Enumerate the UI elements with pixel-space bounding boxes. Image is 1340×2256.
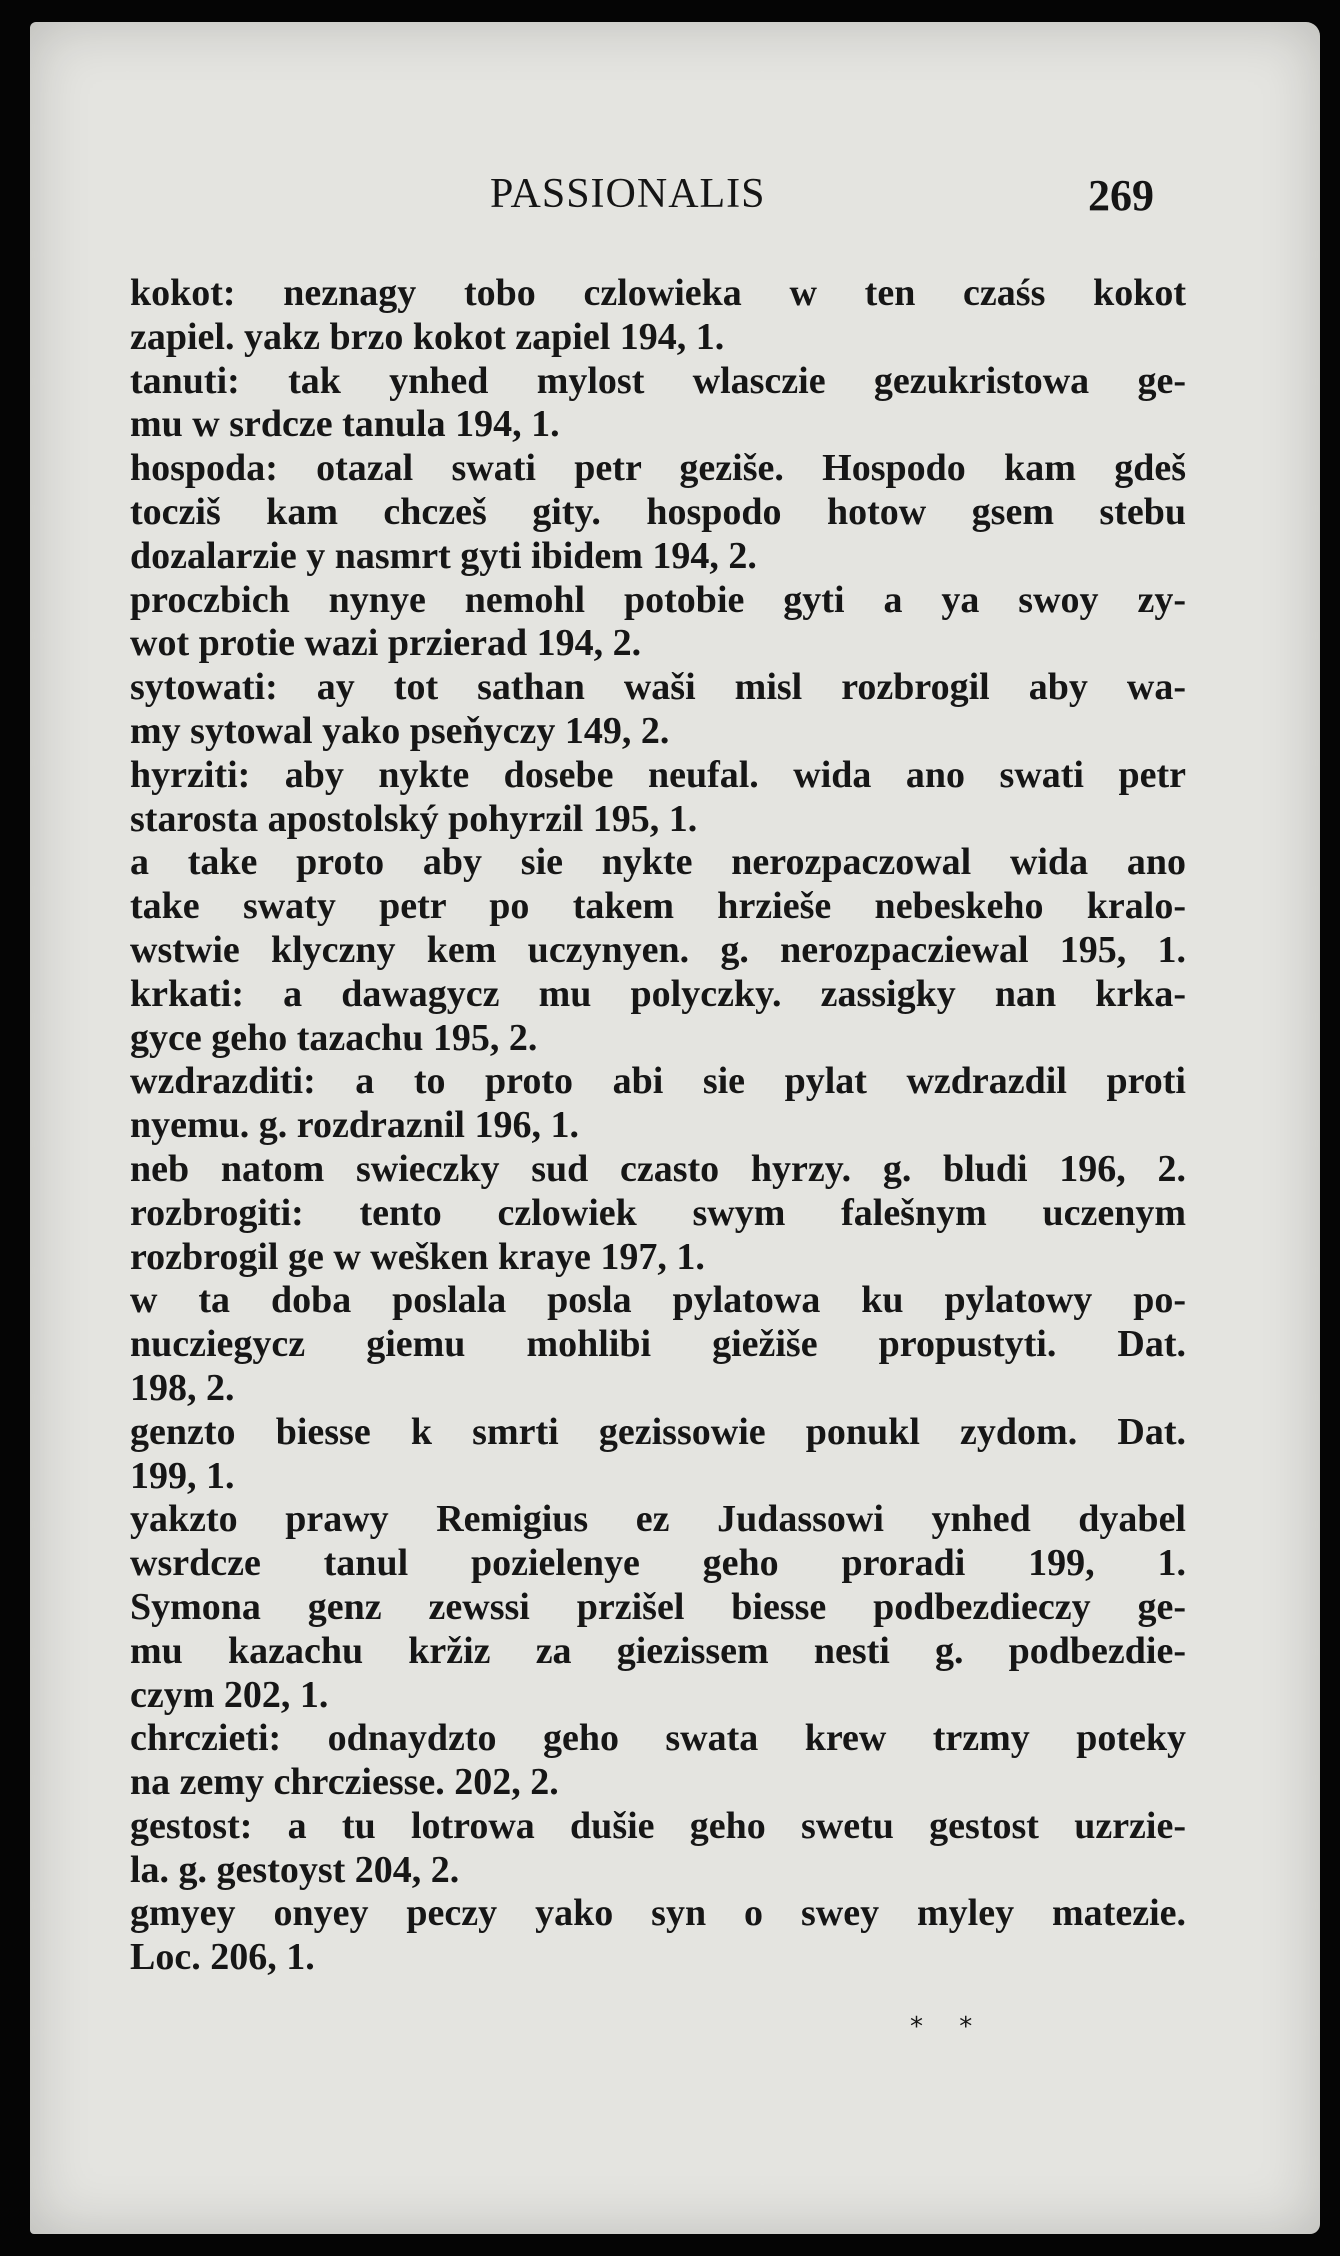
text-line: wot protie wazi przierad 194, 2. bbox=[130, 622, 642, 665]
text-line: rozbrogiti: tento czlowiek swym falešnym uczenym bbox=[130, 1191, 1186, 1234]
text-line: czym 202, 1. bbox=[130, 1673, 329, 1716]
text-line: w ta doba poslala posla pylatowa ku pylatowy po- bbox=[130, 1279, 1186, 1322]
text-line: kokot: neznagy tobo czlowieka w ten czaśs kokot bbox=[130, 272, 1186, 314]
text-line: starosta apostolský pohyrzil 195, 1. bbox=[130, 797, 698, 840]
text-line: wzdrazditi: a to proto abi sie pylat wzdrazdil proti bbox=[130, 1060, 1186, 1103]
text-line: na zemy chrcziesse. 202, 2. bbox=[130, 1761, 559, 1804]
running-head: PASSIONALIS bbox=[490, 171, 766, 217]
text-line: mu w srdcze tanula 194, 1. bbox=[130, 403, 560, 446]
page-number: 269 bbox=[1088, 171, 1154, 220]
text-line: nyemu. g. rozdraznil 196, 1. bbox=[130, 1104, 579, 1147]
text-line: nucziegycz giemu mohlibi giežiše propustyti. Dat. bbox=[130, 1323, 1186, 1366]
text-line: gmyey onyey peczy yako syn o swey myley matezie. bbox=[130, 1892, 1186, 1935]
end-ornament: * * bbox=[910, 2012, 987, 2042]
text-body bbox=[130, 272, 1186, 1980]
text-line: yakzto prawy Remigius ez Judassowi ynhed dyabel bbox=[130, 1498, 1186, 1541]
text-line: dozalarzie y nasmrt gyti ibidem 194, 2. bbox=[130, 534, 757, 577]
text-line: zapiel. yakz brzo kokot zapiel 194, 1. bbox=[130, 315, 725, 358]
text-line: 198, 2. bbox=[130, 1366, 235, 1409]
text-line: Loc. 206, 1. bbox=[130, 1936, 315, 1979]
page-header bbox=[30, 170, 1320, 230]
text-line: Symona genz zewssi przišel biesse podbezdieczy ge- bbox=[130, 1585, 1186, 1628]
text-line: wstwie klyczny kem uczynyen. g. nerozpacziewal 195, 1. bbox=[130, 928, 1186, 971]
text-line: genzto biesse k smrti gezissowie ponukl zydom. Dat. bbox=[130, 1410, 1186, 1453]
text-line: a take proto aby sie nykte nerozpaczowal wida ano bbox=[130, 841, 1186, 884]
text-line: chrczieti: odnaydzto geho swata krew trzmy poteky bbox=[130, 1717, 1186, 1760]
text-line: wsrdcze tanul pozielenye geho proradi 199, 1. bbox=[130, 1542, 1186, 1585]
text-line: la. g. gestoyst 204, 2. bbox=[130, 1848, 460, 1891]
text-line: tocziš kam chczeš gity. hospodo hotow gsem stebu bbox=[130, 490, 1186, 533]
text-line: gyce geho tazachu 195, 2. bbox=[130, 1016, 538, 1059]
text-line: krkati: a dawagycz mu polyczky. zassigky nan krka- bbox=[130, 972, 1186, 1015]
text-line: mu kazachu kržiz za giezissem nesti g. podbezdie- bbox=[130, 1629, 1186, 1672]
text-line: my sytowal yako pseňyczy 149, 2. bbox=[130, 709, 670, 752]
text-line: take swaty petr po takem hrzieše nebeskeho kralo- bbox=[130, 885, 1186, 928]
text-line: rozbrogil ge w wešken kraye 197, 1. bbox=[130, 1235, 705, 1278]
text-line: hyrziti: aby nykte dosebe neufal. wida ano swati petr bbox=[130, 753, 1186, 796]
text-line: 199, 1. bbox=[130, 1454, 235, 1497]
text-line: hospoda: otazal swati petr geziše. Hospodo kam gdeš bbox=[130, 447, 1186, 490]
text-line: neb natom swieczky sud czasto hyrzy. g. bludi 196, 2. bbox=[130, 1147, 1186, 1190]
book-page bbox=[30, 22, 1320, 2234]
text-line: tanuti: tak ynhed mylost wlasczie gezukristowa ge- bbox=[130, 359, 1186, 402]
text-line: gestost: a tu lotrowa dušie geho swetu gestost uzrzie- bbox=[130, 1804, 1186, 1847]
text-line: sytowati: ay tot sathan waši misl rozbrogil aby wa- bbox=[130, 666, 1186, 709]
text-line: proczbich nynye nemohl potobie gyti a ya swoy zy- bbox=[130, 578, 1186, 621]
